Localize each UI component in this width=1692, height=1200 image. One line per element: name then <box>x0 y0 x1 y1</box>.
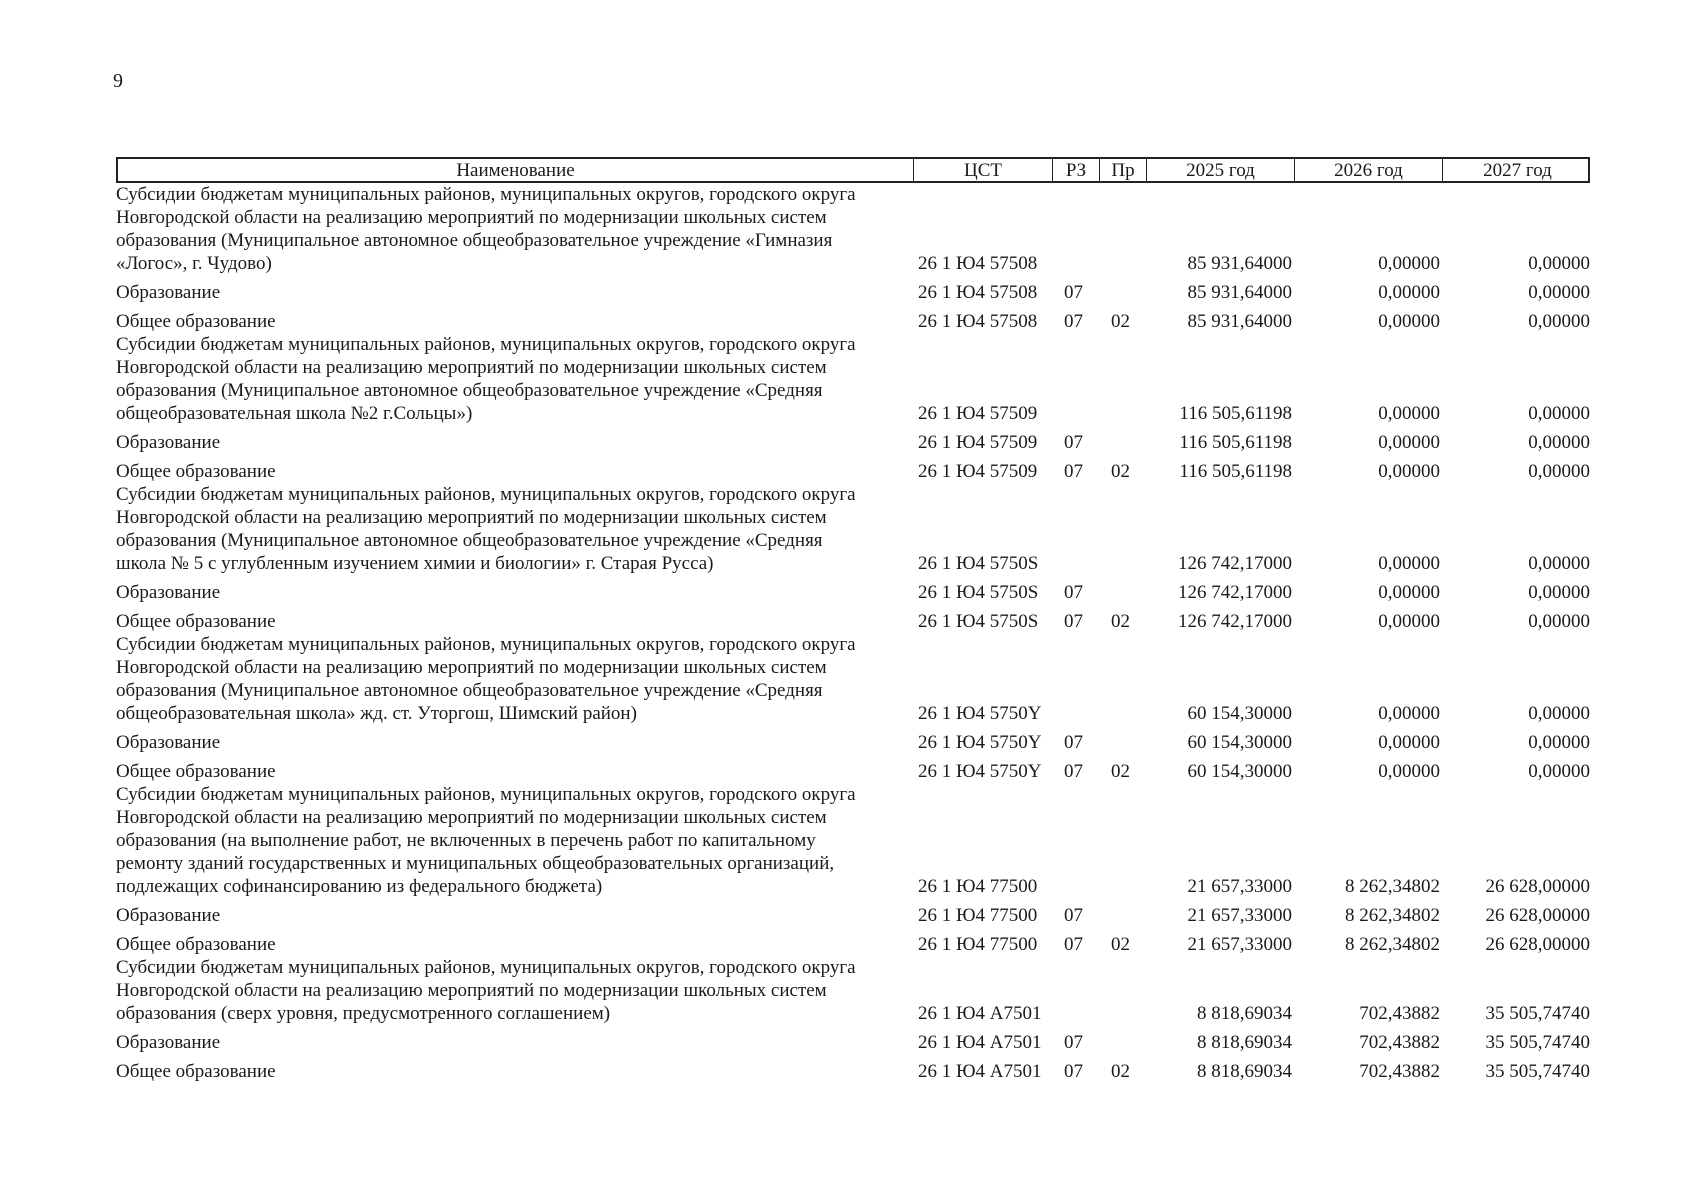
row-value-2025: 60 154,30000 <box>1187 703 1292 724</box>
row-rz-code: 07 <box>1064 311 1083 332</box>
row-name: Общее образование <box>116 461 276 482</box>
table-row <box>116 575 1596 604</box>
row-value-2026: 0,00000 <box>1378 311 1440 332</box>
row-cst-code: 26 1 Ю4 5750S <box>918 582 1039 603</box>
row-value-2025: 21 657,33000 <box>1187 905 1292 926</box>
row-rz-code: 07 <box>1064 461 1083 482</box>
table-row <box>116 725 1596 754</box>
row-rz-code: 07 <box>1064 761 1083 782</box>
row-value-2026: 0,00000 <box>1378 282 1440 303</box>
row-value-2025: 126 742,17000 <box>1178 611 1292 632</box>
row-value-2026: 0,00000 <box>1378 253 1440 274</box>
column-header-pr: Пр <box>1099 159 1146 181</box>
row-value-2025: 126 742,17000 <box>1178 582 1292 603</box>
row-name: Образование <box>116 432 221 453</box>
row-value-2027: 0,00000 <box>1528 761 1590 782</box>
row-cst-code: 26 1 Ю4 5750S <box>918 611 1039 632</box>
row-cst-code: 26 1 Ю4 5750Y <box>918 732 1042 753</box>
row-cst-code: 26 1 Ю4 57508 <box>918 253 1038 274</box>
row-value-2026: 8 262,34802 <box>1345 934 1440 955</box>
row-value-2027: 35 505,74740 <box>1485 1061 1590 1082</box>
row-value-2026: 0,00000 <box>1378 732 1440 753</box>
row-value-2027: 35 505,74740 <box>1485 1003 1590 1024</box>
row-name: Образование <box>116 1032 221 1053</box>
row-value-2027: 0,00000 <box>1528 432 1590 453</box>
row-pr-code: 02 <box>1111 611 1130 632</box>
row-value-2027: 35 505,74740 <box>1485 1032 1590 1053</box>
row-rz-code: 07 <box>1064 732 1083 753</box>
table-row <box>116 183 1596 275</box>
row-cst-code: 26 1 Ю4 5750S <box>918 553 1039 574</box>
row-value-2025: 85 931,64000 <box>1187 253 1292 274</box>
row-value-2027: 26 628,00000 <box>1485 876 1590 897</box>
row-cst-code: 26 1 Ю4 77500 <box>918 876 1038 897</box>
row-name: Образование <box>116 905 221 926</box>
row-value-2026: 0,00000 <box>1378 461 1440 482</box>
row-value-2025: 8 818,69034 <box>1197 1061 1292 1082</box>
row-value-2027: 0,00000 <box>1528 611 1590 632</box>
row-name: Субсидии бюджетам муниципальных районов, муниципальных округов, городского округа Новгородской области на реализацию мероприятий по модернизации школьных систем образования (Муниципальное автономное общеобразовательное учреждение «Средняя школа № 5 с углубленным изучением химии и биологии» г. Старая Русса) <box>116 484 856 574</box>
row-value-2026: 0,00000 <box>1378 432 1440 453</box>
row-name: Субсидии бюджетам муниципальных районов, муниципальных округов, городского округа Новгородской области на реализацию мероприятий по модернизации школьных систем образования (Муниципальное автономное общеобразовательное учреждение «Гимназия «Логос», г. Чудово) <box>116 184 856 274</box>
row-name: Субсидии бюджетам муниципальных районов, муниципальных округов, городского округа Новгородской области на реализацию мероприятий по модернизации школьных систем образования (на выполнение работ, не включенных в перечень работ по капитальному ремонту зданий государственных и муниципальных общеобразовательных организаций, подлежащих софинансированию из федерального бюджета) <box>116 784 856 897</box>
row-cst-code: 26 1 Ю4 77500 <box>918 905 1038 926</box>
row-pr-code: 02 <box>1111 934 1130 955</box>
row-value-2026: 0,00000 <box>1378 553 1440 574</box>
row-name: Общее образование <box>116 311 276 332</box>
row-rz-code: 07 <box>1064 1032 1083 1053</box>
table-row <box>116 604 1596 633</box>
row-value-2025: 126 742,17000 <box>1178 553 1292 574</box>
row-value-2026: 702,43882 <box>1359 1003 1440 1024</box>
table-row <box>116 425 1596 454</box>
row-cst-code: 26 1 Ю4 57509 <box>918 403 1038 424</box>
row-name: Субсидии бюджетам муниципальных районов, муниципальных округов, городского округа Новгородской области на реализацию мероприятий по модернизации школьных систем образования (Муниципальное автономное общеобразовательное учреждение «Средняя общеобразовательная школа №2 г.Сольцы») <box>116 334 856 424</box>
row-value-2025: 8 818,69034 <box>1197 1032 1292 1053</box>
row-value-2027: 26 628,00000 <box>1485 905 1590 926</box>
row-name: Общее образование <box>116 934 276 955</box>
row-value-2026: 0,00000 <box>1378 761 1440 782</box>
row-value-2026: 702,43882 <box>1359 1061 1440 1082</box>
row-rz-code: 07 <box>1064 432 1083 453</box>
column-header-2025: 2025 год <box>1146 159 1294 181</box>
row-value-2027: 26 628,00000 <box>1485 934 1590 955</box>
row-value-2027: 0,00000 <box>1528 582 1590 603</box>
row-cst-code: 26 1 Ю4 57508 <box>918 311 1038 332</box>
row-value-2025: 85 931,64000 <box>1187 282 1292 303</box>
row-value-2025: 116 505,61198 <box>1179 432 1292 453</box>
table-row <box>116 927 1596 956</box>
row-value-2027: 0,00000 <box>1528 732 1590 753</box>
row-rz-code: 07 <box>1064 282 1083 303</box>
row-value-2026: 0,00000 <box>1378 611 1440 632</box>
row-cst-code: 26 1 Ю4 А7501 <box>918 1032 1042 1053</box>
row-name: Образование <box>116 582 221 603</box>
table-row <box>116 333 1596 425</box>
row-value-2027: 0,00000 <box>1528 703 1590 724</box>
row-value-2025: 116 505,61198 <box>1179 461 1292 482</box>
row-value-2027: 0,00000 <box>1528 311 1590 332</box>
table-row <box>116 483 1596 575</box>
row-value-2026: 0,00000 <box>1378 703 1440 724</box>
row-pr-code: 02 <box>1111 1061 1130 1082</box>
row-value-2025: 116 505,61198 <box>1179 403 1292 424</box>
column-header-2027: 2027 год <box>1442 159 1592 181</box>
row-name: Субсидии бюджетам муниципальных районов, муниципальных округов, городского округа Новгородской области на реализацию мероприятий по модернизации школьных систем образования (Муниципальное автономное общеобразовательное учреждение «Средняя общеобразовательная школа» жд. ст. Уторгош, Шимский район) <box>116 634 856 724</box>
table-row <box>116 633 1596 725</box>
row-rz-code: 07 <box>1064 582 1083 603</box>
row-rz-code: 07 <box>1064 905 1083 926</box>
row-value-2027: 0,00000 <box>1528 253 1590 274</box>
table-row <box>116 1054 1596 1083</box>
row-cst-code: 26 1 Ю4 77500 <box>918 934 1038 955</box>
table-row <box>116 783 1596 898</box>
table-row <box>116 454 1596 483</box>
row-rz-code: 07 <box>1064 611 1083 632</box>
table-row <box>116 956 1596 1025</box>
row-name: Общее образование <box>116 761 276 782</box>
row-value-2027: 0,00000 <box>1528 282 1590 303</box>
column-header-2026: 2026 год <box>1294 159 1442 181</box>
row-pr-code: 02 <box>1111 311 1130 332</box>
row-name: Образование <box>116 282 221 303</box>
row-value-2026: 0,00000 <box>1378 582 1440 603</box>
row-cst-code: 26 1 Ю4 57508 <box>918 282 1038 303</box>
row-rz-code: 07 <box>1064 934 1083 955</box>
row-cst-code: 26 1 Ю4 5750Y <box>918 761 1042 782</box>
table-header <box>116 157 1590 183</box>
row-name: Общее образование <box>116 611 276 632</box>
table-row <box>116 898 1596 927</box>
row-cst-code: 26 1 Ю4 57509 <box>918 432 1038 453</box>
row-value-2026: 702,43882 <box>1359 1032 1440 1053</box>
table-row <box>116 304 1596 333</box>
row-value-2026: 0,00000 <box>1378 403 1440 424</box>
table-row <box>116 275 1596 304</box>
table-row <box>116 754 1596 783</box>
row-rz-code: 07 <box>1064 1061 1083 1082</box>
row-value-2025: 21 657,33000 <box>1187 876 1292 897</box>
row-value-2025: 85 931,64000 <box>1187 311 1292 332</box>
row-value-2027: 0,00000 <box>1528 461 1590 482</box>
table-body <box>116 183 1596 1083</box>
row-value-2025: 21 657,33000 <box>1187 934 1292 955</box>
row-value-2026: 8 262,34802 <box>1345 876 1440 897</box>
row-value-2025: 60 154,30000 <box>1187 761 1292 782</box>
row-value-2027: 0,00000 <box>1528 403 1590 424</box>
row-value-2025: 8 818,69034 <box>1197 1003 1292 1024</box>
row-cst-code: 26 1 Ю4 А7501 <box>918 1003 1042 1024</box>
row-cst-code: 26 1 Ю4 А7501 <box>918 1061 1042 1082</box>
row-cst-code: 26 1 Ю4 57509 <box>918 461 1038 482</box>
row-value-2027: 0,00000 <box>1528 553 1590 574</box>
row-cst-code: 26 1 Ю4 5750Y <box>918 703 1042 724</box>
row-value-2026: 8 262,34802 <box>1345 905 1440 926</box>
page-number: 9 <box>113 70 123 92</box>
row-pr-code: 02 <box>1111 761 1130 782</box>
table-row <box>116 1025 1596 1054</box>
column-header-cst: ЦСТ <box>913 159 1052 181</box>
row-name: Общее образование <box>116 1061 276 1082</box>
column-header-rz: РЗ <box>1052 159 1099 181</box>
column-header-name: Наименование <box>456 159 575 181</box>
row-value-2025: 60 154,30000 <box>1187 732 1292 753</box>
row-name: Образование <box>116 732 221 753</box>
row-pr-code: 02 <box>1111 461 1130 482</box>
row-name: Субсидии бюджетам муниципальных районов, муниципальных округов, городского округа Новгородской области на реализацию мероприятий по модернизации школьных систем образования (сверх уровня, предусмотренного соглашением) <box>116 957 856 1024</box>
